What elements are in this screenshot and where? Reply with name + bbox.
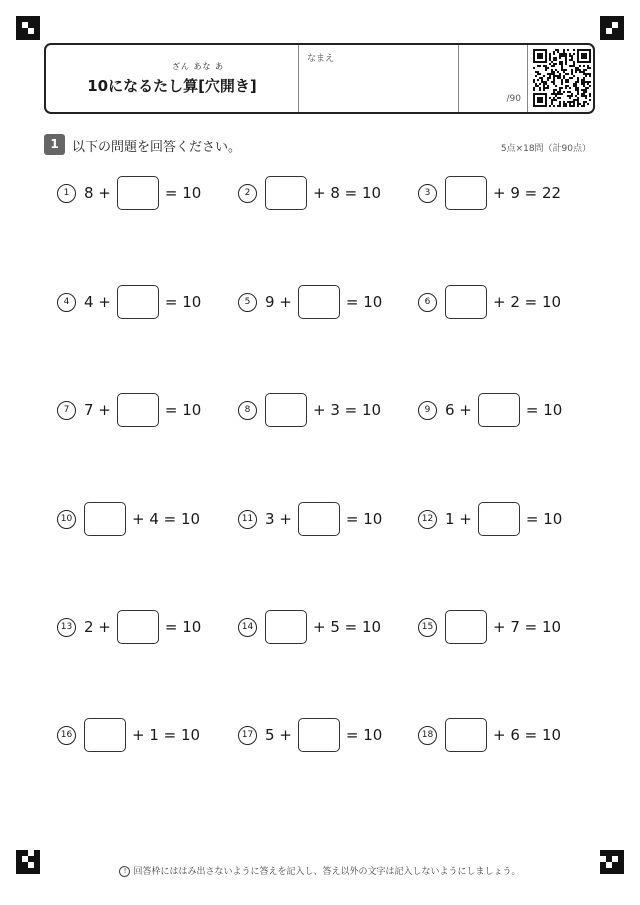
expression-left: 4 +	[84, 293, 111, 311]
expression-right: = 10	[525, 401, 563, 419]
expression-right: = 10	[164, 401, 202, 419]
problem-number: 8	[238, 401, 257, 420]
qr-code	[533, 49, 591, 107]
expression-right: = 10	[164, 184, 202, 202]
problem-14	[238, 608, 381, 646]
instruction-row	[44, 134, 595, 156]
expression-left: 7 +	[84, 401, 111, 419]
problem-1	[57, 174, 201, 212]
problem-18	[418, 716, 561, 754]
corner-marker-top-left	[16, 16, 40, 40]
corner-marker-top-right	[600, 16, 624, 40]
problem-4	[57, 283, 201, 321]
problem-number: 1	[57, 184, 76, 203]
problem-number: 11	[238, 510, 257, 529]
problem-number: 9	[418, 401, 437, 420]
points-info: 5点×18問（計90点）	[500, 144, 591, 154]
problem-number: 2	[238, 184, 257, 203]
expression-right: + 8 = 10	[313, 184, 382, 202]
answer-box[interactable]	[478, 393, 520, 427]
problem-number: 15	[418, 618, 437, 637]
expression-left: 1 +	[445, 510, 472, 528]
expression-right: + 5 = 10	[313, 618, 382, 636]
answer-box[interactable]	[445, 610, 487, 644]
problem-12	[418, 500, 562, 538]
expression-right: + 3 = 10	[313, 401, 382, 419]
problem-number: 18	[418, 726, 437, 745]
problem-7	[57, 391, 201, 429]
expression-left: 2 +	[84, 618, 111, 636]
answer-box[interactable]	[117, 285, 159, 319]
expression-right: + 9 = 22	[493, 184, 562, 202]
title-cell	[46, 45, 299, 112]
problem-number: 3	[418, 184, 437, 203]
footer-note	[0, 864, 640, 877]
problem-9	[418, 391, 562, 429]
problem-number: 6	[418, 293, 437, 312]
answer-box[interactable]	[478, 502, 520, 536]
problem-13	[57, 608, 201, 646]
answer-box[interactable]	[445, 718, 487, 752]
problem-number: 10	[57, 510, 76, 529]
answer-box[interactable]	[298, 502, 340, 536]
answer-box[interactable]	[117, 393, 159, 427]
score-total: /90	[506, 94, 521, 104]
answer-box[interactable]	[445, 176, 487, 210]
answer-box[interactable]	[84, 718, 126, 752]
instruction-text: 以下の問題を回答ください。	[72, 140, 242, 155]
answer-box[interactable]	[298, 285, 340, 319]
name-field[interactable]	[299, 45, 459, 112]
problem-number: 16	[57, 726, 76, 745]
problem-number: 12	[418, 510, 437, 529]
problem-number: 5	[238, 293, 257, 312]
problem-15	[418, 608, 561, 646]
expression-right: = 10	[525, 510, 563, 528]
problem-11	[238, 500, 382, 538]
expression-right: = 10	[164, 618, 202, 636]
problem-number: 7	[57, 401, 76, 420]
expression-right: = 10	[345, 726, 383, 744]
answer-box[interactable]	[265, 610, 307, 644]
expression-right: + 1 = 10	[132, 726, 201, 744]
score-field[interactable]	[459, 45, 528, 112]
expression-right: + 2 = 10	[493, 293, 562, 311]
worksheet-header	[44, 43, 595, 114]
answer-box[interactable]	[117, 176, 159, 210]
problem-8	[238, 391, 381, 429]
problem-2	[238, 174, 381, 212]
expression-left: 9 +	[265, 293, 292, 311]
footer-text: 回答枠にははみ出さないように答えを記入し、答え以外の文字は記入しないようにしましょう。	[133, 867, 521, 877]
expression-right: = 10	[345, 293, 383, 311]
info-icon: !	[119, 866, 130, 877]
answer-box[interactable]	[265, 176, 307, 210]
question-number-badge: 1	[44, 134, 65, 155]
answer-box[interactable]	[84, 502, 126, 536]
expression-right: = 10	[164, 293, 202, 311]
expression-left: 6 +	[445, 401, 472, 419]
problem-number: 13	[57, 618, 76, 637]
problem-16	[57, 716, 200, 754]
answer-box[interactable]	[445, 285, 487, 319]
expression-left: 5 +	[265, 726, 292, 744]
problem-3	[418, 174, 561, 212]
expression-right: + 6 = 10	[493, 726, 562, 744]
answer-box[interactable]	[265, 393, 307, 427]
problem-number: 4	[57, 293, 76, 312]
problem-number: 14	[238, 618, 257, 637]
expression-right: + 7 = 10	[493, 618, 562, 636]
problem-number: 17	[238, 726, 257, 745]
answer-box[interactable]	[298, 718, 340, 752]
expression-left: 3 +	[265, 510, 292, 528]
expression-right: = 10	[345, 510, 383, 528]
title-ruby: ざん あな あ	[171, 62, 225, 71]
problem-10	[57, 500, 200, 538]
problem-6	[418, 283, 561, 321]
answer-box[interactable]	[117, 610, 159, 644]
expression-left: 8 +	[84, 184, 111, 202]
problem-17	[238, 716, 382, 754]
expression-right: + 4 = 10	[132, 510, 201, 528]
name-label: なまえ	[307, 54, 335, 64]
worksheet-title: 10になるたし算[穴開き]	[87, 77, 257, 95]
problem-5	[238, 283, 382, 321]
